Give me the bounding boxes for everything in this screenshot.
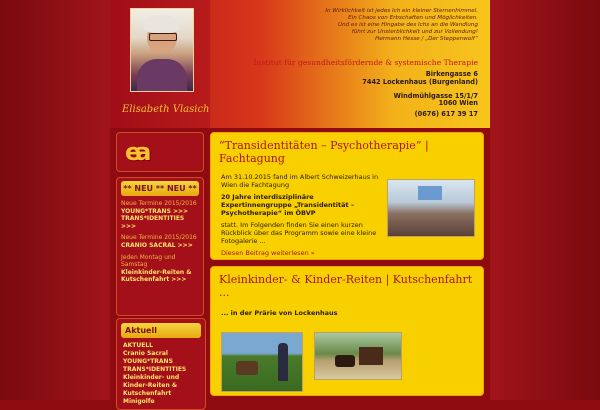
phone-number: (0676) 617 39 17 [414,110,478,118]
ea-logo-icon: ea [125,138,146,166]
news-item-text: Neue Termine 2015/2016 [121,200,197,207]
carriage-ride-photo[interactable] [314,332,402,380]
address-street-lockenhaus: Birkengasse 6 [425,70,478,78]
aktuell-box [116,318,206,410]
logo-box[interactable] [116,132,204,172]
header-portrait-panel [110,0,210,128]
news-box [116,177,204,316]
post-title[interactable]: “Transidentitäten – Psychotherapie” | Fachtagung [219,139,429,165]
sidebar [116,132,204,405]
news-link-cranio-sacral[interactable]: CRANIO SACRAL >>> [121,241,193,249]
address-city-lockenhaus: 7442 Lockenhaus (Burgenland) [362,78,478,86]
main-content [210,132,484,396]
news-link-reiten[interactable]: Kleinkinder-Reiten & Kutschenfahrt >>> [121,268,192,284]
address-street-wien: Windmühlgasse 15/1/7 [393,92,478,100]
aktuell-title: Aktuell [121,323,201,338]
post-transidentitaeten [210,132,484,260]
aktuell-link[interactable]: AKTUELL [123,342,154,349]
news-link-young-trans[interactable]: YOUNG*TRANS >>> TRANS*IDENTITIES >>> [121,207,189,230]
signature: Elisabeth Vlasich [122,104,210,115]
aktuell-link[interactable]: Minigolfe [123,398,155,405]
post-title[interactable]: Kleinkinder- & Kinder-Reiten | Kutschenfahrt ... [219,273,473,299]
page-background-left [0,0,110,400]
horse-riding-photo[interactable] [221,332,303,392]
address-city-wien: 1060 Wien [438,99,478,107]
post-kinder-reiten [210,266,484,396]
news-item-text: Jeden Montag und Samstag [121,253,176,269]
institute-name: Institut für gesundheitsfördernde & systemische Therapie [253,58,478,67]
aktuell-link[interactable]: YOUNG*TRANS [123,358,173,365]
hesse-quote: In Wirklichkeit ist jedes Ich ein kleiner Sternenhimmel. Ein Chaos von Erbschaften und Möglichkeiten. Und es ist eine Hingabe des Ichs an die Wandlung führt zur Unsterblichkeit und zur Vollendung! Hermann Hesse / „Der Steppenwolf“ [325,8,478,42]
conference-photo[interactable] [387,179,475,237]
site-header [110,0,490,128]
page-background-right [490,0,600,400]
aktuell-link[interactable]: TRANS*IDENTITIES [123,366,187,373]
portrait-photo [130,8,194,92]
post-body: Am 31.10.2015 fand im Albert Schweizerhaus in Wien die Fachtagung 20 Jahre interdisziplinäre Expertinnengruppe „Transidentität – Psychotherapie“ im ÖBVP statt. Im Folgenden finden Sie einen kurzen Rückblick über das Programm sowie eine kleine Fotogalerie ... [221,173,379,245]
aktuell-link[interactable]: Cranio Sacral [123,350,168,357]
aktuell-link[interactable]: Kleinkinder- und [123,374,180,381]
post-subtitle: ... in der Prärie von Lockenhaus [221,309,338,317]
aktuell-link[interactable]: Kinder-Reiten & Kutschenfahrt [123,382,178,397]
read-more-link[interactable]: Diesen Beitrag weiterlesen » [221,249,315,257]
page-wrapper [110,0,490,405]
news-item-text: Neue Termine 2015/2016 [121,234,197,242]
news-title: ** NEU ** NEU ** [121,181,199,196]
